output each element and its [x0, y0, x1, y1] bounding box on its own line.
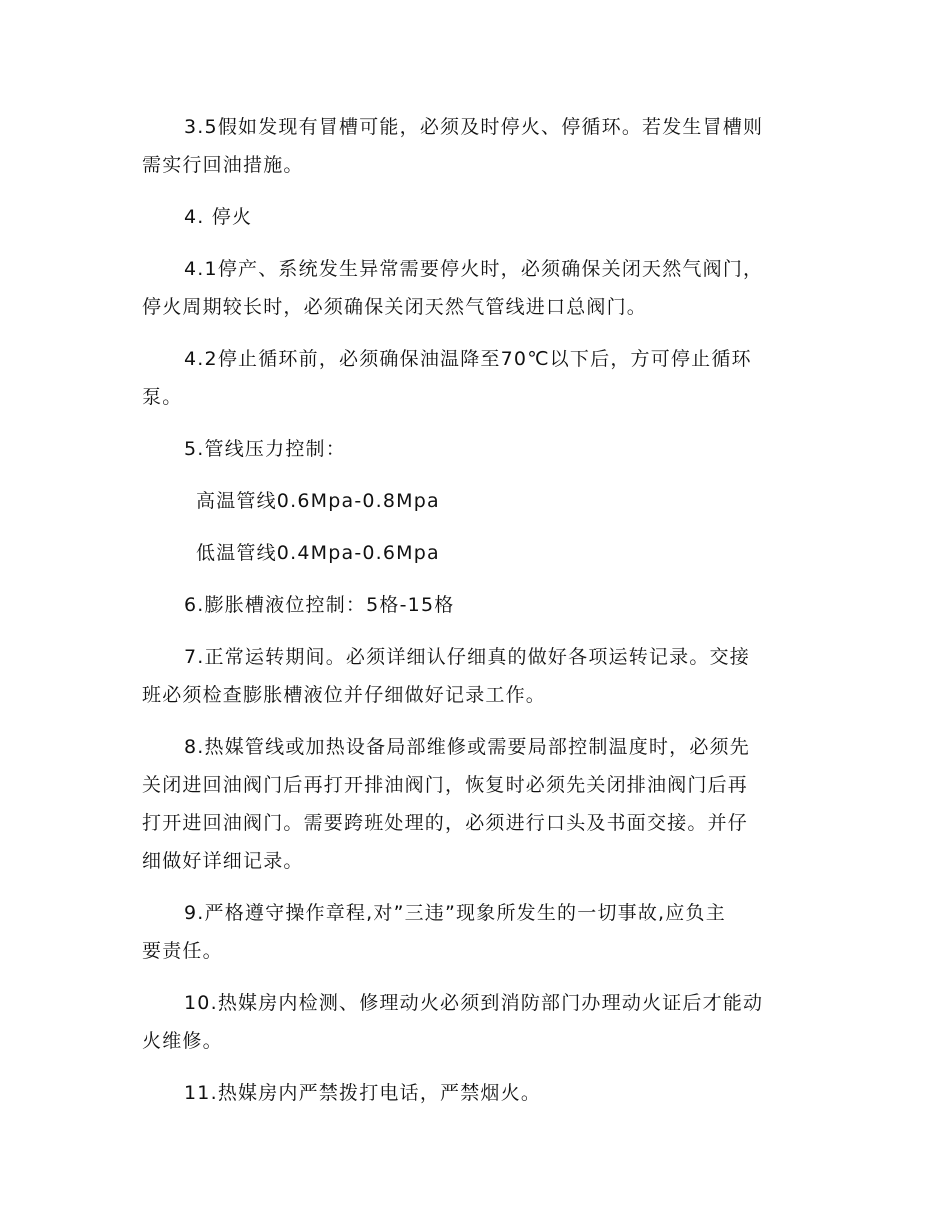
- text-line: 11.热媒房内严禁拨打电话，严禁烟火。: [184, 1082, 542, 1104]
- text-line: 停火周期较长时，必须确保关闭天然气管线进口总阀门。: [142, 296, 648, 318]
- text-line: 6.膨胀槽液位控制：5格-15格: [184, 594, 455, 616]
- text-line: 7.正常运转期间。必须详细认仔细真的做好各项运转记录。交接: [184, 646, 750, 668]
- paragraph-7: [142, 638, 812, 714]
- text-line: 关闭进回油阀门后再打开排油阀门，恢复时必须先关闭排油阀门后再: [142, 774, 749, 796]
- paragraph-5: [142, 430, 812, 468]
- section-heading-4: [142, 198, 812, 236]
- text-line: 泵。: [142, 386, 183, 408]
- text-line: 4.1停产、系统发生异常需要停火时，必须确保关闭天然气阀门，: [184, 258, 764, 280]
- text-line: 需实行回油措施。: [142, 154, 304, 176]
- text-line: 4. 停火: [184, 206, 253, 228]
- paragraph-4-2: [142, 340, 812, 416]
- paragraph-8: [142, 728, 812, 880]
- text-line: 9.严格遵守操作章程,对”三违”现象所发生的一切事故,应负主: [184, 902, 726, 924]
- paragraph-4-1: [142, 250, 812, 326]
- text-line: 4.2停止循环前，必须确保油温降至70℃以下后，方可停止循环: [184, 348, 752, 370]
- text-line: 火维修。: [142, 1030, 223, 1052]
- text-line: 打开进回油阀门。需要跨班处理的，必须进行口头及书面交接。并仔: [142, 812, 749, 834]
- paragraph-10: [142, 984, 812, 1060]
- text-line: 要责任。: [142, 940, 223, 962]
- text-line: 班必须检查膨胀槽液位并仔细做好记录工作。: [142, 684, 547, 706]
- pressure-high-line: 高温管线0.6Mpa-0.8Mpa: [196, 490, 440, 512]
- pressure-low-line: 低温管线0.4Mpa-0.6Mpa: [196, 542, 440, 564]
- text-line: 10.热媒房内检测、修理动火必须到消防部门办理动火证后才能动: [184, 992, 764, 1014]
- paragraph-11: [142, 1074, 812, 1112]
- text-line: 5.管线压力控制：: [184, 438, 346, 460]
- paragraph-3-5: [142, 108, 812, 184]
- paragraph-6: [142, 586, 812, 624]
- paragraph-9: [142, 894, 812, 970]
- text-line: 8.热媒管线或加热设备局部维修或需要局部控制温度时，必须先: [184, 736, 750, 758]
- text-line: 3.5假如发现有冒槽可能，必须及时停火、停循环。若发生冒槽则: [184, 116, 764, 138]
- text-line: 细做好详细记录。: [142, 850, 304, 872]
